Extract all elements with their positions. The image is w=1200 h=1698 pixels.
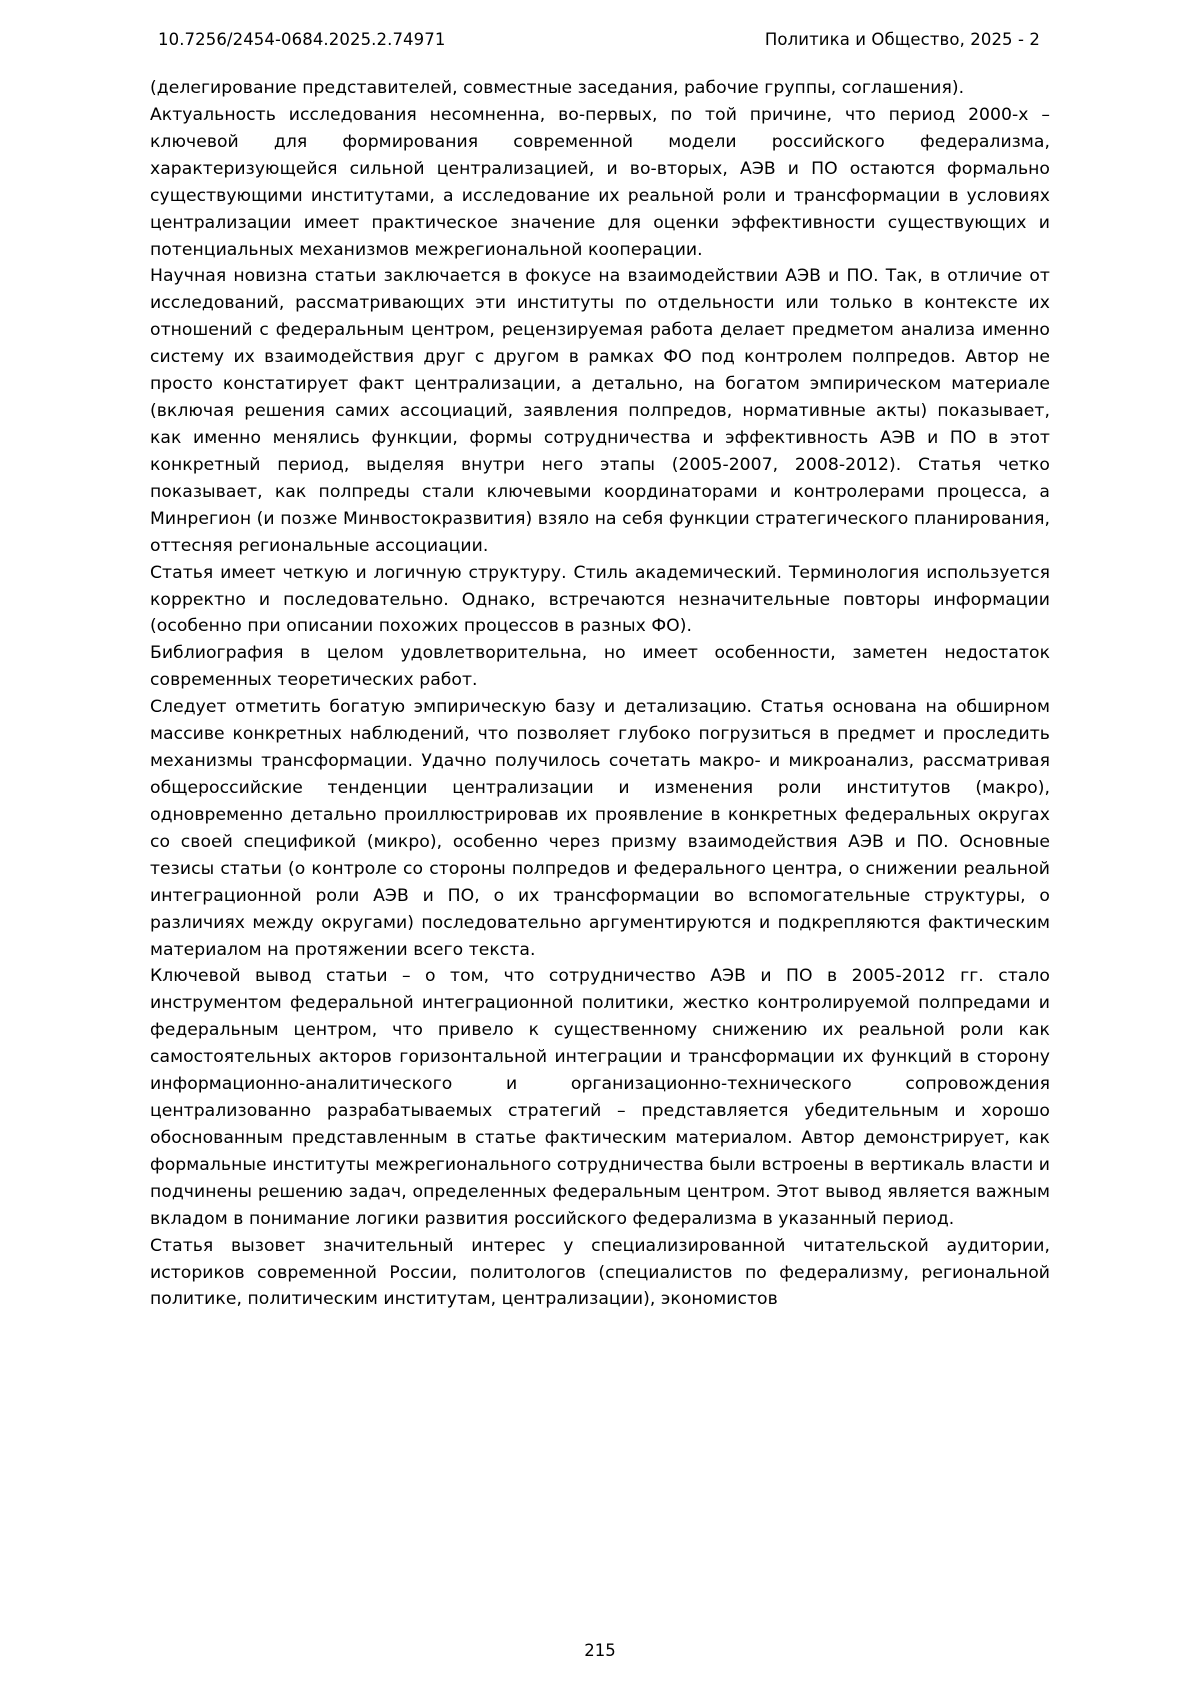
page-number: 215 bbox=[584, 1641, 616, 1660]
paragraph: Научная новизна статьи заключается в фокусе на взаимодействии АЭВ и ПО. Так, в отличие от исследований, рассматривающих эти институты по отдельности или только в контексте их отношений с федеральным центром, рецензируемая работа делает предметом анализа именно систему их взаимодействия друг с другом в рамках ФО под контролем полпредов. Автор не просто констатирует факт централизации, а детально, на богатом эмпирическом материале (включая решения самих ассоциаций, заявления полпредов, нормативные акты) показывает, как именно менялись функции, формы сотрудничества и эффективность АЭВ и ПО в этот конкретный период, выделяя внутри него этапы (2005-2007, 2008-2012). Статья четко показывает, как полпреды стали ключевыми координаторами и контролерами процесса, а Минрегион (и позже Минвостокразвития) взяло на себя функции стратегического планирования, оттесняя региональные ассоциации. bbox=[150, 266, 1050, 556]
journal-title-text: Политика и Общество, 2025 - 2 bbox=[764, 30, 1040, 49]
paragraph: Ключевой вывод статьи – о том, что сотрудничество АЭВ и ПО в 2005-2012 гг. стало инструментом федеральной интеграционной политики, жестко контролируемой полпредами и федеральным центром, что привело к существенному снижению их реальной роли как самостоятельных акторов горизонтальной интеграции и трансформации их функций в сторону информационно-аналитического и организационно-технического сопровождения централизованно разрабатываемых стратегий – представляется убедительным и хорошо обоснованным представленным в статье фактическим материалом. Автор демонстрирует, как формальные институты межрегионального сотрудничества были встроены в вертикаль власти и подчинены решению задач, определенных федеральным центром. Этот вывод является важным вкладом в понимание логики развития российского федерализма в указанный период. bbox=[150, 966, 1050, 1229]
doi-text: 10.7256/2454-0684.2025.2.74971 bbox=[158, 30, 446, 49]
body-text bbox=[150, 75, 1050, 1313]
paragraph: Следует отметить богатую эмпирическую базу и детализацию. Статья основана на обширном массиве конкретных наблюдений, что позволяет глубоко погрузиться в предмет и проследить механизмы трансформации. Удачно получилось сочетать макро- и микроанализ, рассматривая общероссийские тенденции централизации и изменения роли институтов (макро), одновременно детально проиллюстрировав их проявление в конкретных федеральных округах со своей спецификой (микро), особенно через призму взаимодействия АЭВ и ПО. Основные тезисы статьи (о контроле со стороны полпредов и федерального центра, о снижении реальной интеграционной роли АЭВ и ПО, о их трансформации во вспомогательные структуры, о различиях между округами) последовательно аргументируются и подкрепляются фактическим материалом на протяжении всего текста. bbox=[150, 697, 1050, 960]
paragraph: Статья имеет четкую и логичную структуру. Стиль академический. Терминология используется корректно и последовательно. Однако, встречаются незначительные повторы информации (особенно при описании похожих процессов в разных ФО). bbox=[150, 562, 1050, 637]
paragraph: Актуальность исследования несомненна, во-первых, по той причине, что период 2000-х – ключевой для формирования современной модели российского федерализма, характеризующейся сильной централизацией, и во-вторых, АЭВ и ПО остаются формально существующими институтами, а исследование их реальной роли и трансформации в условиях централизации имеет практическое значение для оценки эффективности существующих и потенциальных механизмов межрегиональной кооперации. bbox=[150, 104, 1050, 260]
paragraph: Статья вызовет значительный интерес у специализированной читательской аудитории, историков современной России, политологов (специалистов по федерализму, региональной политике, политическим институтам, централизации), экономистов bbox=[150, 1235, 1050, 1310]
page-header bbox=[150, 30, 1050, 49]
paragraph: Библиография в целом удовлетворительна, но имеет особенности, заметен недостаток современных теоретических работ. bbox=[150, 643, 1050, 691]
paragraph: (делегирование представителей, совместные заседания, рабочие группы, соглашения). bbox=[150, 78, 965, 98]
